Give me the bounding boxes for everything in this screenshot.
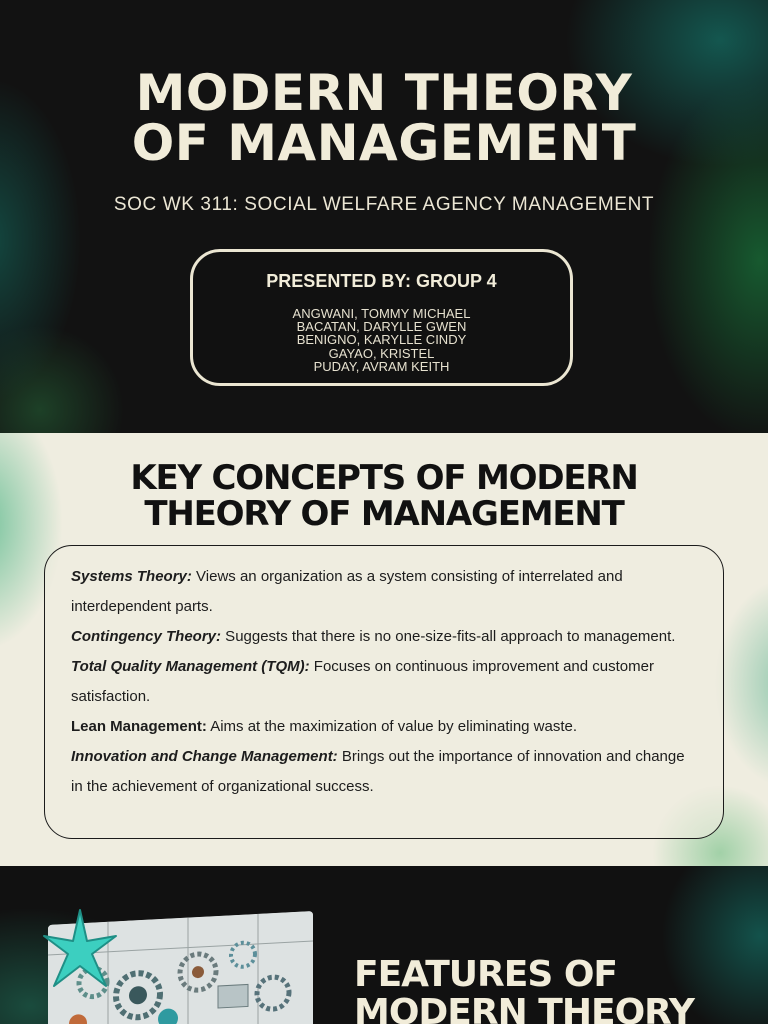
features-slide	[0, 866, 768, 1024]
concept-term: Systems Theory:	[71, 568, 192, 585]
star-icon	[40, 906, 120, 996]
concept-item	[71, 562, 697, 622]
concept-item	[71, 652, 697, 712]
concept-item	[71, 712, 697, 742]
concept-term: Contingency Theory:	[71, 628, 222, 645]
concept-term: Total Quality Management (TQM):	[71, 658, 310, 675]
title-slide	[0, 0, 768, 433]
key-concepts-slide	[0, 433, 768, 866]
member-list	[193, 307, 570, 373]
concept-term: Lean Management:	[71, 718, 207, 735]
member-name: BENIGNO, KARYLLE CINDY	[296, 332, 467, 348]
key-concepts-title-line1: KEY CONCEPTS OF MODERN	[130, 458, 638, 498]
course-subtitle: SOC WK 311: SOCIAL WELFARE AGENCY MANAGEMENT	[113, 194, 655, 215]
key-concepts-title-line2: THEORY OF MANAGEMENT	[144, 494, 624, 534]
concept-term: Innovation and Change Management:	[71, 748, 338, 765]
concept-description: Aims at the maximization of value by eliminating waste.	[206, 718, 578, 735]
concept-description: Focuses on continuous improvement and customer satisfaction.	[71, 658, 654, 705]
concepts-box	[44, 545, 724, 839]
concept-item	[71, 742, 697, 802]
concept-item	[71, 622, 697, 652]
member-name: GAYAO, KRISTEL	[328, 345, 435, 361]
presented-by-heading: PRESENTED BY: GROUP 4	[266, 271, 497, 291]
main-title-line1: MODERN THEORY	[135, 64, 633, 122]
main-title-line2: OF MANAGEMENT	[131, 114, 637, 172]
key-concepts-title	[0, 460, 768, 532]
main-title	[0, 64, 768, 172]
features-title	[354, 956, 694, 1024]
member-name: BACATAN, DARYLLE GWEN	[296, 319, 467, 335]
features-title-line2: MODERN THEORY	[354, 992, 694, 1024]
concept-description: Suggests that there is no one-size-fits-all approach to management.	[221, 628, 676, 645]
concept-description: Brings out the importance of innovation and change in the achievement of organizational success.	[71, 748, 685, 795]
presenters-box	[190, 249, 573, 386]
concept-description: Views an organization as a system consisting of interrelated and interdependent parts.	[71, 568, 623, 615]
member-name: ANGWANI, TOMMY MICHAEL	[292, 306, 471, 321]
member-name: PUDAY, AVRAM KEITH	[313, 358, 450, 374]
features-title-line1: FEATURES OF	[354, 954, 618, 995]
